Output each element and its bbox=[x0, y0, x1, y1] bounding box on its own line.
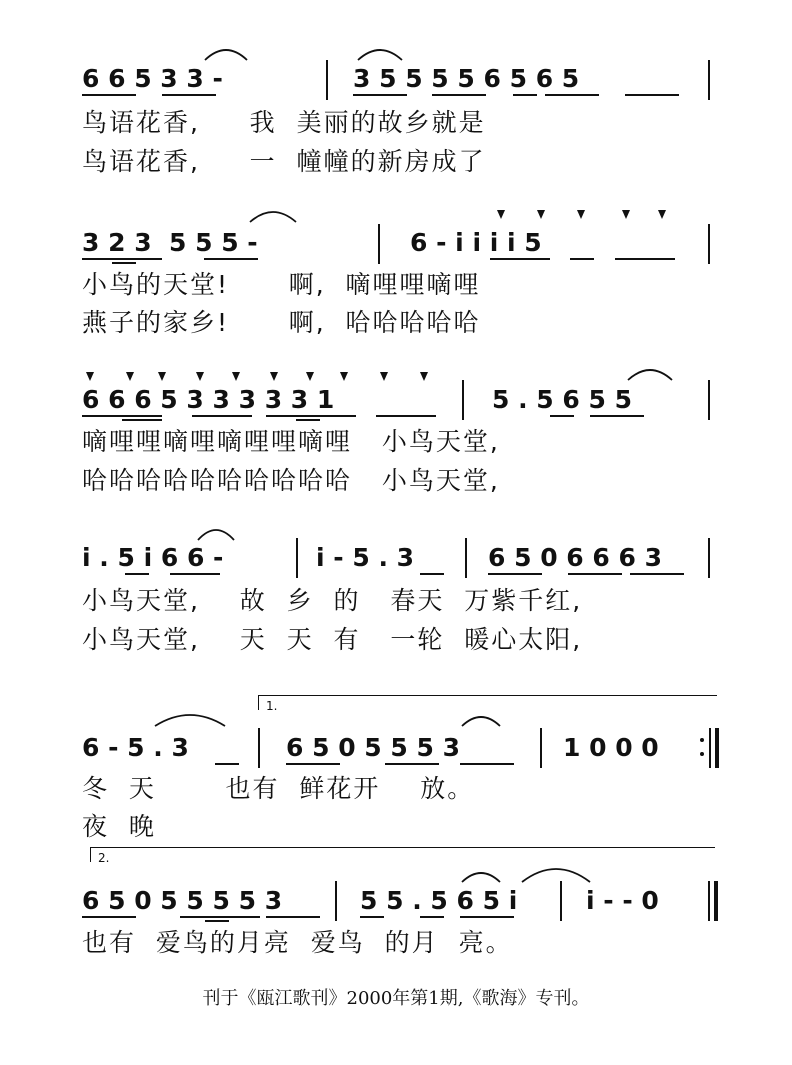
underline bbox=[630, 573, 684, 575]
accent-mark bbox=[420, 372, 428, 381]
underline bbox=[296, 419, 320, 421]
underline bbox=[385, 763, 439, 765]
underline bbox=[82, 94, 136, 96]
lyric-verse-1: 冬 天 也有 鲜花开 放。 bbox=[82, 774, 475, 803]
volta-bracket-1 bbox=[258, 695, 717, 710]
lyric-verse-2: 燕子的家乡! 啊, 哈哈哈哈哈 bbox=[82, 308, 481, 337]
underline bbox=[420, 573, 444, 575]
barline bbox=[378, 224, 380, 264]
accent-mark bbox=[196, 372, 204, 381]
underline bbox=[162, 94, 216, 96]
underline bbox=[490, 258, 550, 260]
accent-mark bbox=[577, 210, 585, 219]
accent-mark bbox=[622, 210, 630, 219]
lyric-verse-2: 哈哈哈哈哈哈哈哈哈哈 小鸟天堂, bbox=[82, 466, 500, 495]
barline bbox=[708, 380, 710, 420]
slur bbox=[628, 370, 672, 380]
accent-mark bbox=[537, 210, 545, 219]
notation-line-6c: i - - 0 bbox=[586, 886, 659, 915]
accent-mark bbox=[86, 372, 94, 381]
notation-line-3: 6 6 6 5 3 3 3 3 3 1 bbox=[82, 385, 335, 414]
accent-mark bbox=[232, 372, 240, 381]
underline bbox=[125, 573, 149, 575]
slur bbox=[155, 715, 225, 726]
notation-line-5b: 6 5 0 5 5 5 3 bbox=[286, 733, 460, 762]
lyric-verse-1: 嘀哩哩嘀哩嘀哩哩嘀哩 小鸟天堂, bbox=[82, 427, 500, 456]
barline bbox=[326, 60, 328, 100]
lyric-verse-1: 小鸟的天堂! 啊, 嘀哩哩嘀哩 bbox=[82, 270, 481, 299]
repeat-end-barline bbox=[715, 728, 719, 768]
barline bbox=[708, 538, 710, 578]
notation-line-3b: 5 . 5 6 5 5 bbox=[492, 385, 632, 414]
accent-mark bbox=[658, 210, 666, 219]
barline bbox=[709, 728, 711, 768]
notation-line-5: 6 - 5 . 3 bbox=[82, 733, 189, 762]
volta-label-1: 1. bbox=[266, 699, 278, 713]
underline bbox=[82, 258, 162, 260]
slur bbox=[198, 530, 234, 540]
underline bbox=[170, 573, 220, 575]
slur bbox=[205, 50, 247, 60]
lyric-verse-1: 也有 爱鸟的月亮 爱鸟 的月 亮。 bbox=[82, 928, 513, 957]
underline bbox=[513, 94, 537, 96]
underline bbox=[266, 916, 320, 918]
barline bbox=[708, 881, 710, 921]
barline bbox=[540, 728, 542, 768]
slur bbox=[522, 869, 590, 882]
accent-mark bbox=[126, 372, 134, 381]
lyric-verse-1: 小鸟天堂, 故 乡 的 春天 万紫千红, bbox=[82, 586, 583, 615]
underline bbox=[286, 763, 340, 765]
notation-line-5c: 1 0 0 0 bbox=[563, 733, 659, 762]
underline bbox=[570, 258, 594, 260]
underline bbox=[122, 419, 162, 421]
lyric-verse-2: 小鸟天堂, 天 天 有 一轮 暖心太阳, bbox=[82, 625, 583, 654]
barline bbox=[335, 881, 337, 921]
underline bbox=[545, 94, 599, 96]
underline bbox=[205, 920, 229, 922]
underline bbox=[460, 763, 514, 765]
accent-mark bbox=[270, 372, 278, 381]
barline bbox=[296, 538, 298, 578]
footer-source-note: 刊于《瓯江歌刊》2000年第1期,《歌海》专刊。 bbox=[202, 988, 590, 1009]
underline bbox=[82, 415, 162, 417]
underline bbox=[550, 415, 574, 417]
notation-line-4: i . 5 i 6 6 - bbox=[82, 543, 224, 572]
slur bbox=[462, 717, 500, 726]
notation-line-2b: 6 - i i i i 5 bbox=[410, 228, 542, 257]
notation-line-2: 3 2 3 5 5 5 - bbox=[82, 228, 258, 257]
barline bbox=[465, 538, 467, 578]
accent-mark bbox=[340, 372, 348, 381]
underline bbox=[266, 415, 356, 417]
accent-mark bbox=[306, 372, 314, 381]
barline bbox=[708, 224, 710, 264]
repeat-dot bbox=[700, 738, 704, 742]
barline bbox=[708, 60, 710, 100]
barline bbox=[462, 380, 464, 420]
underline bbox=[420, 916, 444, 918]
underline bbox=[488, 573, 542, 575]
accent-mark bbox=[497, 210, 505, 219]
notation-line-4c: 6 5 0 6 6 6 3 bbox=[488, 543, 662, 572]
underline bbox=[180, 916, 260, 918]
underline bbox=[204, 258, 258, 260]
underline bbox=[432, 94, 486, 96]
notation-line-6: 6 5 0 5 5 5 5 3 bbox=[82, 886, 283, 915]
lyric-verse-2: 鸟语花香, 一 幢幢的新房成了 bbox=[82, 147, 486, 176]
underline bbox=[360, 916, 384, 918]
final-barline bbox=[714, 881, 718, 921]
underline bbox=[353, 94, 407, 96]
slur bbox=[358, 50, 402, 60]
barline bbox=[560, 881, 562, 921]
barline bbox=[258, 728, 260, 768]
lyric-verse-2: 夜 晚 bbox=[82, 812, 156, 841]
accent-mark bbox=[158, 372, 166, 381]
slur bbox=[250, 212, 296, 222]
volta-bracket-2 bbox=[90, 847, 715, 862]
notation-line-6b: 5 5 . 5 6 5 i bbox=[360, 886, 518, 915]
underline bbox=[625, 94, 679, 96]
underline bbox=[112, 262, 136, 264]
repeat-dot bbox=[700, 752, 704, 756]
underline bbox=[192, 415, 252, 417]
underline bbox=[376, 415, 436, 417]
underline bbox=[568, 573, 622, 575]
notation-line-1b: 3 5 5 5 5 6 5 6 5 bbox=[353, 64, 580, 93]
underline bbox=[460, 916, 514, 918]
accent-mark bbox=[380, 372, 388, 381]
lyric-verse-1: 鸟语花香, 我 美丽的故乡就是 bbox=[82, 108, 486, 137]
slur bbox=[462, 873, 500, 882]
underline bbox=[615, 258, 675, 260]
volta-label-2: 2. bbox=[98, 851, 110, 865]
underline bbox=[82, 916, 136, 918]
underline bbox=[215, 763, 239, 765]
notation-line-4b: i - 5 . 3 bbox=[316, 543, 415, 572]
notation-line-1: 6 6 5 3 3 - bbox=[82, 64, 223, 93]
underline bbox=[590, 415, 644, 417]
